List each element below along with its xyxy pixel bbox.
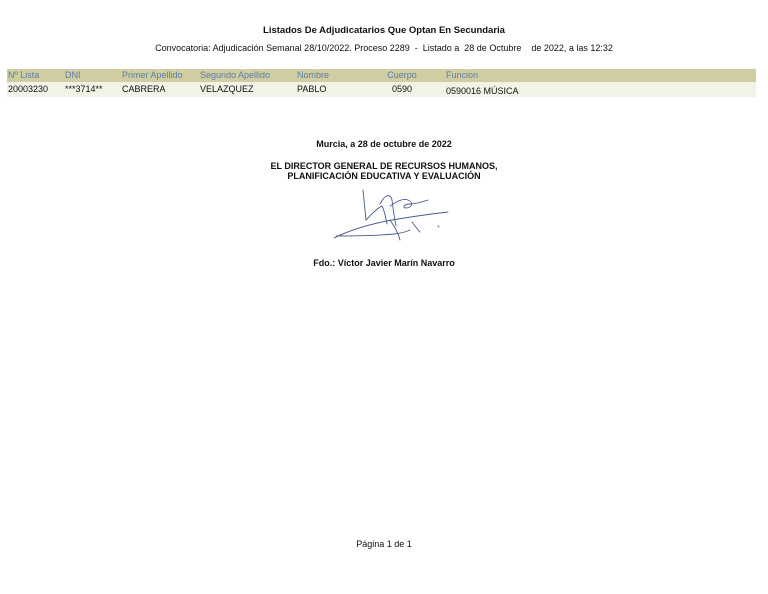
- cell-funcion: 0590016 MÚSICA: [446, 86, 519, 96]
- table-row: [7, 82, 756, 97]
- page-number: Página 1 de 1: [356, 539, 412, 549]
- results-table: [7, 69, 756, 97]
- document-title: Listados De Adjudicatarios Que Optan En Secundaria: [263, 25, 505, 36]
- cell-cuerpo: 0590: [391, 84, 413, 94]
- director-title-line-1: EL DIRECTOR GENERAL DE RECURSOS HUMANOS,: [270, 161, 498, 171]
- cell-dni: ***3714**: [65, 84, 103, 94]
- cell-primer-apellido: CABRERA: [122, 84, 166, 94]
- place-and-date: Murcia, a 28 de octubre de 2022: [316, 139, 452, 149]
- signed-by: Fdo.: Víctor Javier Marín Navarro: [313, 258, 455, 268]
- header-primer-apellido: Primer Apellido: [122, 70, 183, 80]
- cell-segundo-apellido: VELAZQUEZ: [200, 84, 254, 94]
- director-title-line-2: PLANIFICACIÓN EDUCATIVA Y EVALUACIÓN: [287, 171, 481, 181]
- director-title: [0, 161, 768, 181]
- table-header-row: [7, 69, 756, 82]
- header-n-lista: Nº Lista: [8, 70, 40, 80]
- cell-n-lista: 20003230: [8, 84, 49, 94]
- header-nombre: Nombre: [297, 70, 330, 80]
- document-subtitle: Convocatoria: Adjudicación Semanal 28/10/2022. Proceso 2289 - Listado a 28 de Octubre de 2022, a las 12:32: [155, 43, 613, 53]
- header-cuerpo: Cuerpo: [387, 70, 417, 80]
- header-segundo-apellido: Segundo Apellido: [200, 70, 271, 80]
- header-funcion: Funcion: [446, 70, 479, 80]
- header-dni: DNI: [65, 70, 81, 80]
- handwritten-signature: [330, 186, 450, 244]
- cell-nombre: PABLO: [297, 84, 327, 94]
